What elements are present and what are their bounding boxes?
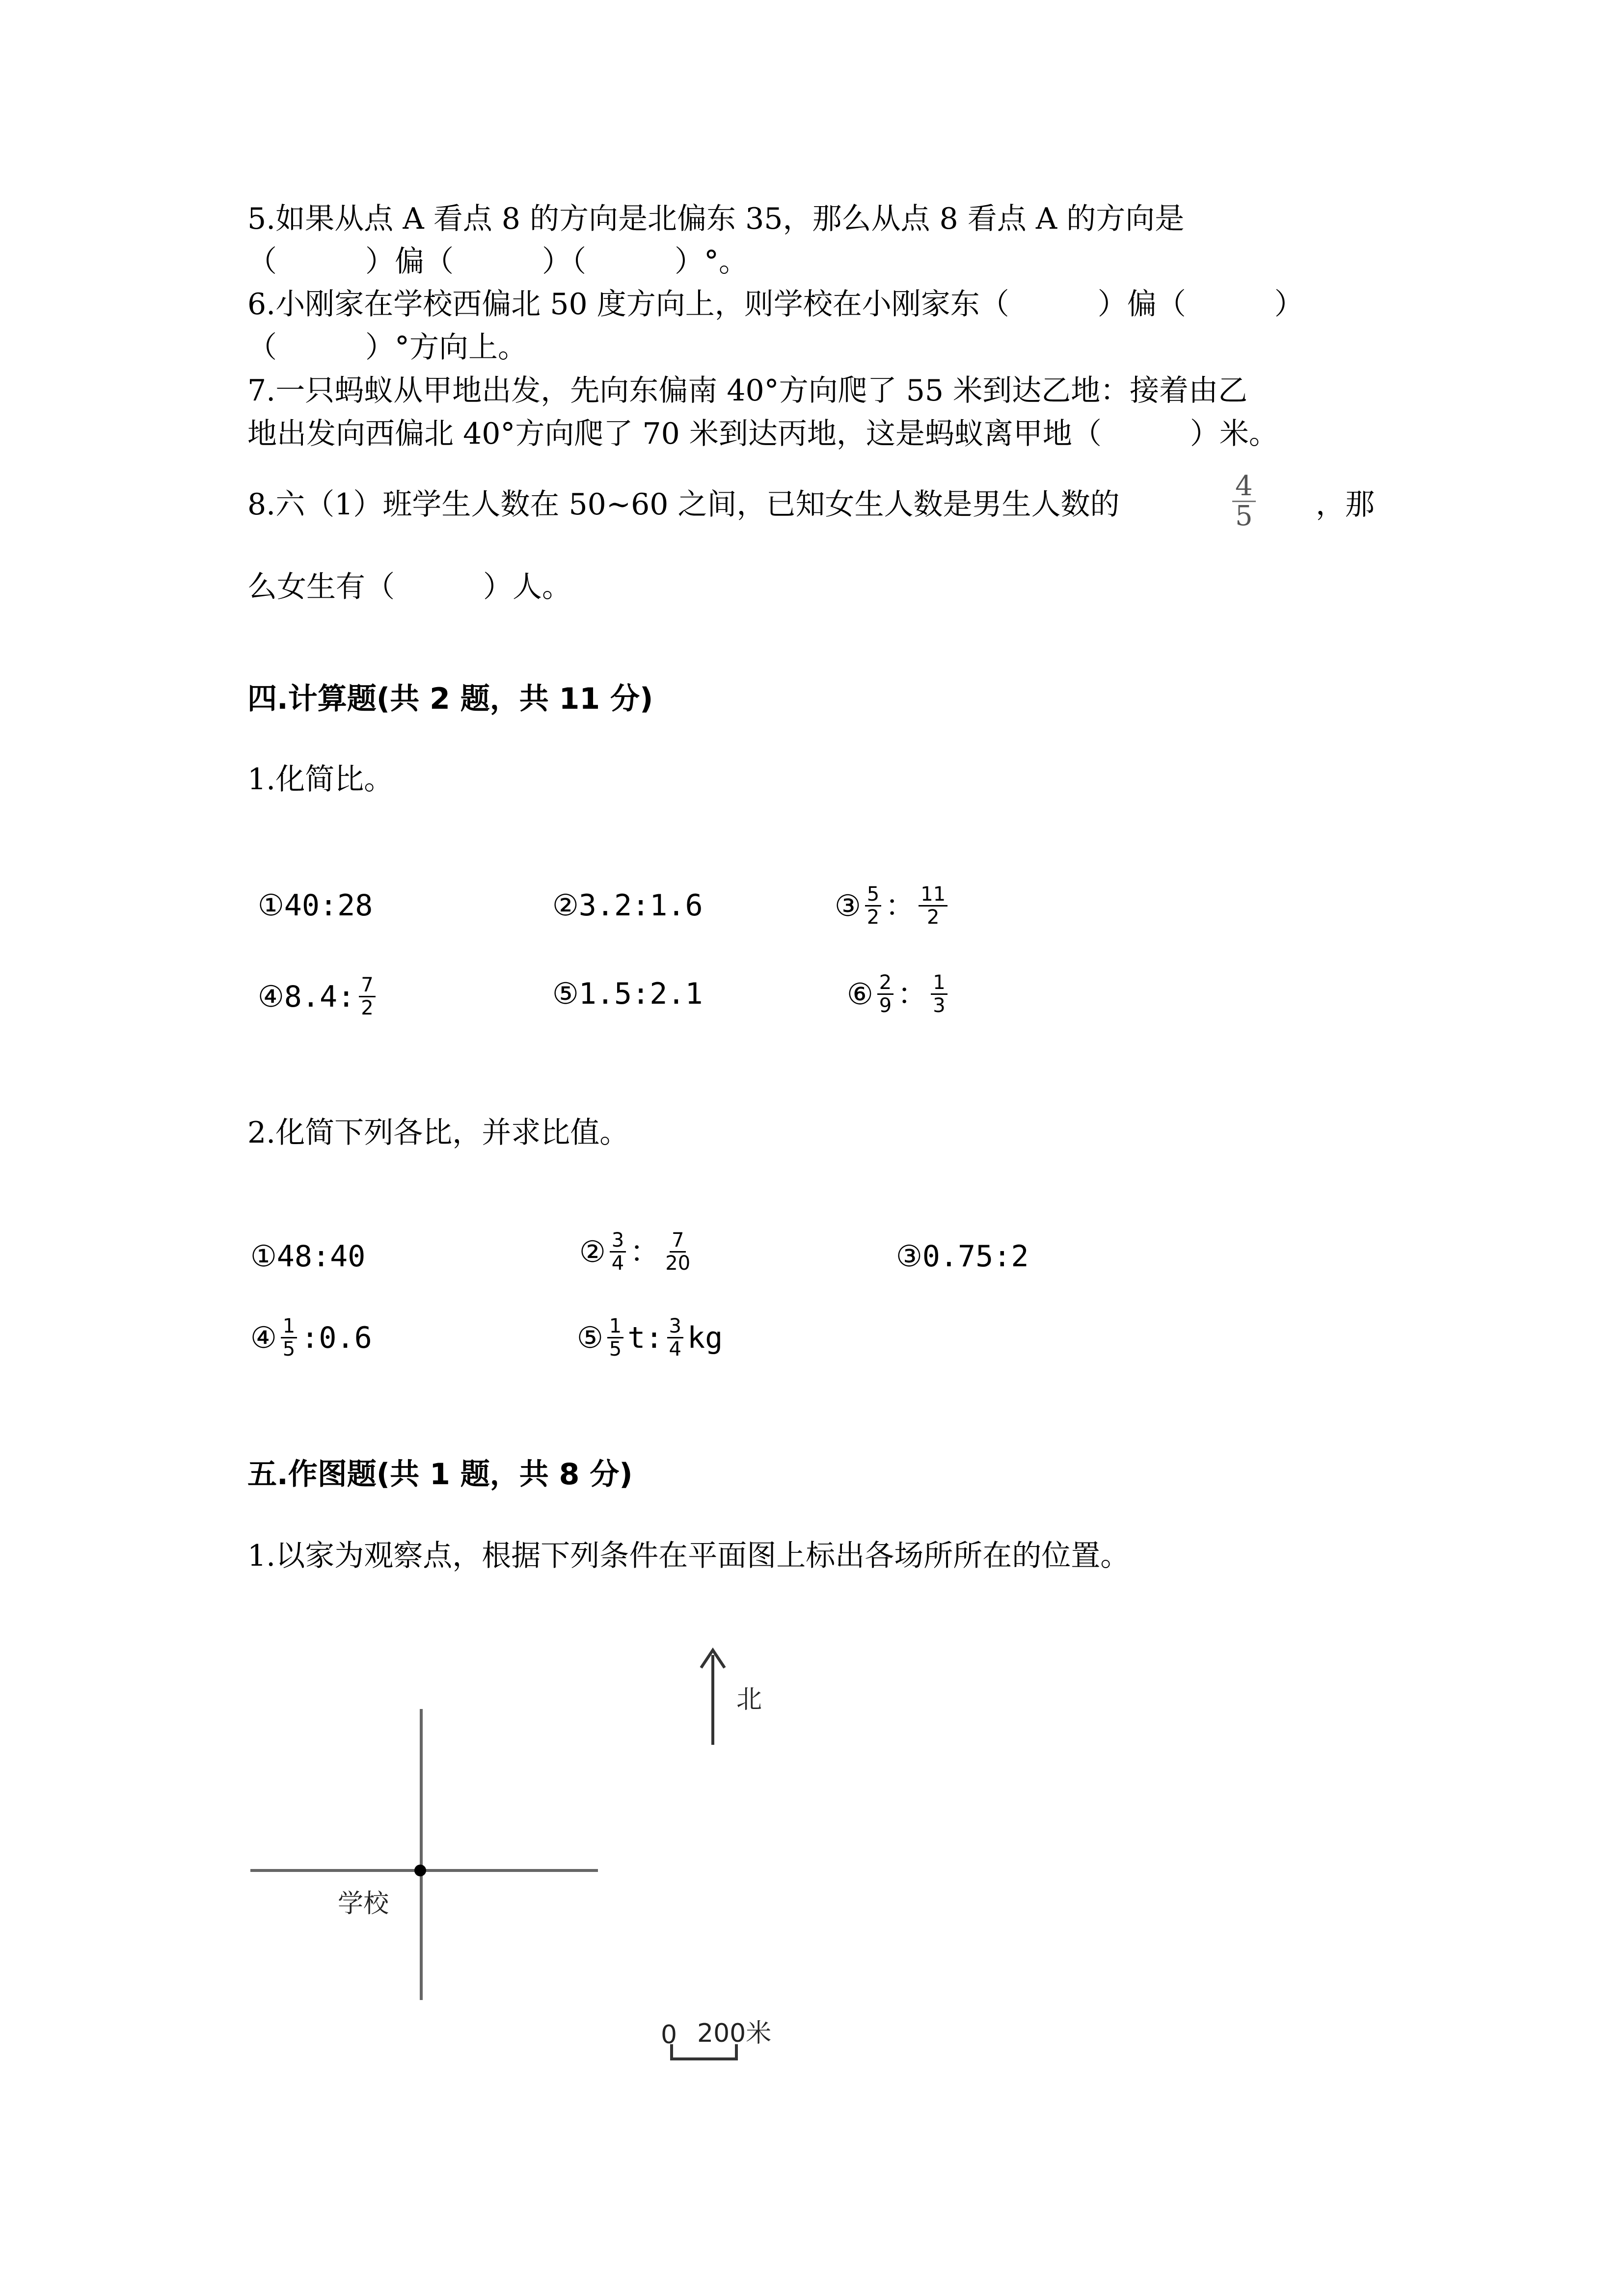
numerator: 1: [931, 972, 947, 995]
item-mark: ③: [835, 888, 861, 923]
item-expression: 40:28: [284, 888, 373, 923]
denominator: 2: [361, 997, 374, 1019]
item-mark: ①: [258, 888, 284, 923]
q5-line2: （ ）偏（ ）（ ）°。: [247, 244, 748, 279]
numerator: 5: [865, 883, 881, 907]
scale-zero-label: 0: [661, 2020, 677, 2050]
q6-line1: 6.小刚家在学校西偏北 50 度方向上，则学校在小刚家东（ ）偏（ ）: [247, 287, 1304, 321]
item-expression: :0.6: [301, 1320, 372, 1355]
numerator: 1: [281, 1315, 297, 1338]
numerator: 2: [877, 972, 893, 995]
school-point: [414, 1865, 426, 1876]
q8-line1-before: 8.六（1）班学生人数在 50~60 之间，已知女生人数是男生人数的: [247, 487, 1120, 522]
school-label: 学校: [338, 1889, 389, 1919]
item-expression: 48:40: [276, 1239, 366, 1274]
denominator: 20: [665, 1252, 691, 1275]
numerator: 3: [667, 1315, 683, 1338]
numerator: 11: [919, 883, 947, 907]
section5-heading: 五.作图题(共 1 题，共 8 分): [247, 1457, 633, 1492]
q6-line2: （ ）°方向上。: [247, 330, 527, 365]
item-expression: 8.4:: [284, 979, 355, 1014]
item-mark: ⑤: [552, 977, 579, 1011]
scale-distance-label: 200米: [697, 2019, 772, 2048]
item-mark: ①: [250, 1239, 277, 1274]
q8-line2: 么女生有（ ）人。: [247, 570, 571, 604]
denominator: 3: [933, 994, 946, 1017]
q8-fraction-numerator: 4: [1232, 472, 1256, 502]
item-mark: ⑤: [577, 1320, 603, 1355]
denominator: 2: [866, 906, 880, 929]
north-label: 北: [736, 1685, 762, 1714]
q7-line1: 7.一只蚂蚁从甲地出发，先向东偏南 40°方向爬了 55 米到达乙地：接着由乙: [247, 374, 1248, 408]
item-mark: ⑥: [847, 977, 873, 1012]
q5-line1: 5.如果从点 A 看点 8 的方向是北偏东 35，那么从点 8 看点 A 的方向是: [247, 202, 1185, 236]
item-mark: ②: [579, 1234, 606, 1269]
q7-line2: 地出发向西偏北 40°方向爬了 70 米到达丙地，这是蚂蚁离甲地（ ）米。: [247, 417, 1278, 451]
denominator: 4: [611, 1252, 624, 1275]
denominator: 5: [609, 1338, 622, 1361]
item-expression: 1.5:2.1: [578, 977, 703, 1011]
denominator: 2: [926, 906, 940, 929]
denominator: 9: [879, 994, 892, 1017]
numerator: 7: [670, 1229, 686, 1253]
item-mark: ④: [250, 1320, 277, 1355]
ratio-separator: ：: [897, 977, 927, 1012]
item-expression: t:: [627, 1320, 663, 1355]
numerator: 7: [359, 974, 375, 997]
item-expression: 0.75:2: [922, 1239, 1029, 1274]
section5-q1-prompt: 1.以家为观察点，根据下列条件在平面图上标出各场所所在的位置。: [247, 1539, 1130, 1573]
item-mark: ②: [552, 888, 579, 923]
denominator: 4: [669, 1338, 681, 1361]
section4-q1-prompt: 1.化简比。: [247, 762, 394, 797]
denominator: 5: [282, 1338, 296, 1361]
unit: kg: [687, 1320, 723, 1355]
q8-fraction-denominator: 5: [1235, 500, 1253, 532]
ratio-separator: ：: [885, 888, 915, 923]
numerator: 1: [607, 1315, 623, 1338]
item-mark: ④: [258, 979, 284, 1014]
ratio-separator: ：: [630, 1234, 660, 1269]
item-mark: ③: [896, 1239, 922, 1274]
section4-heading: 四.计算题(共 2 题，共 11 分): [247, 682, 653, 716]
section4-q2-prompt: 2.化简下列各比，并求比值。: [247, 1116, 629, 1150]
q8-line1-after: ，那: [1316, 487, 1375, 522]
item-expression: 3.2:1.6: [578, 888, 703, 923]
numerator: 3: [610, 1229, 626, 1253]
